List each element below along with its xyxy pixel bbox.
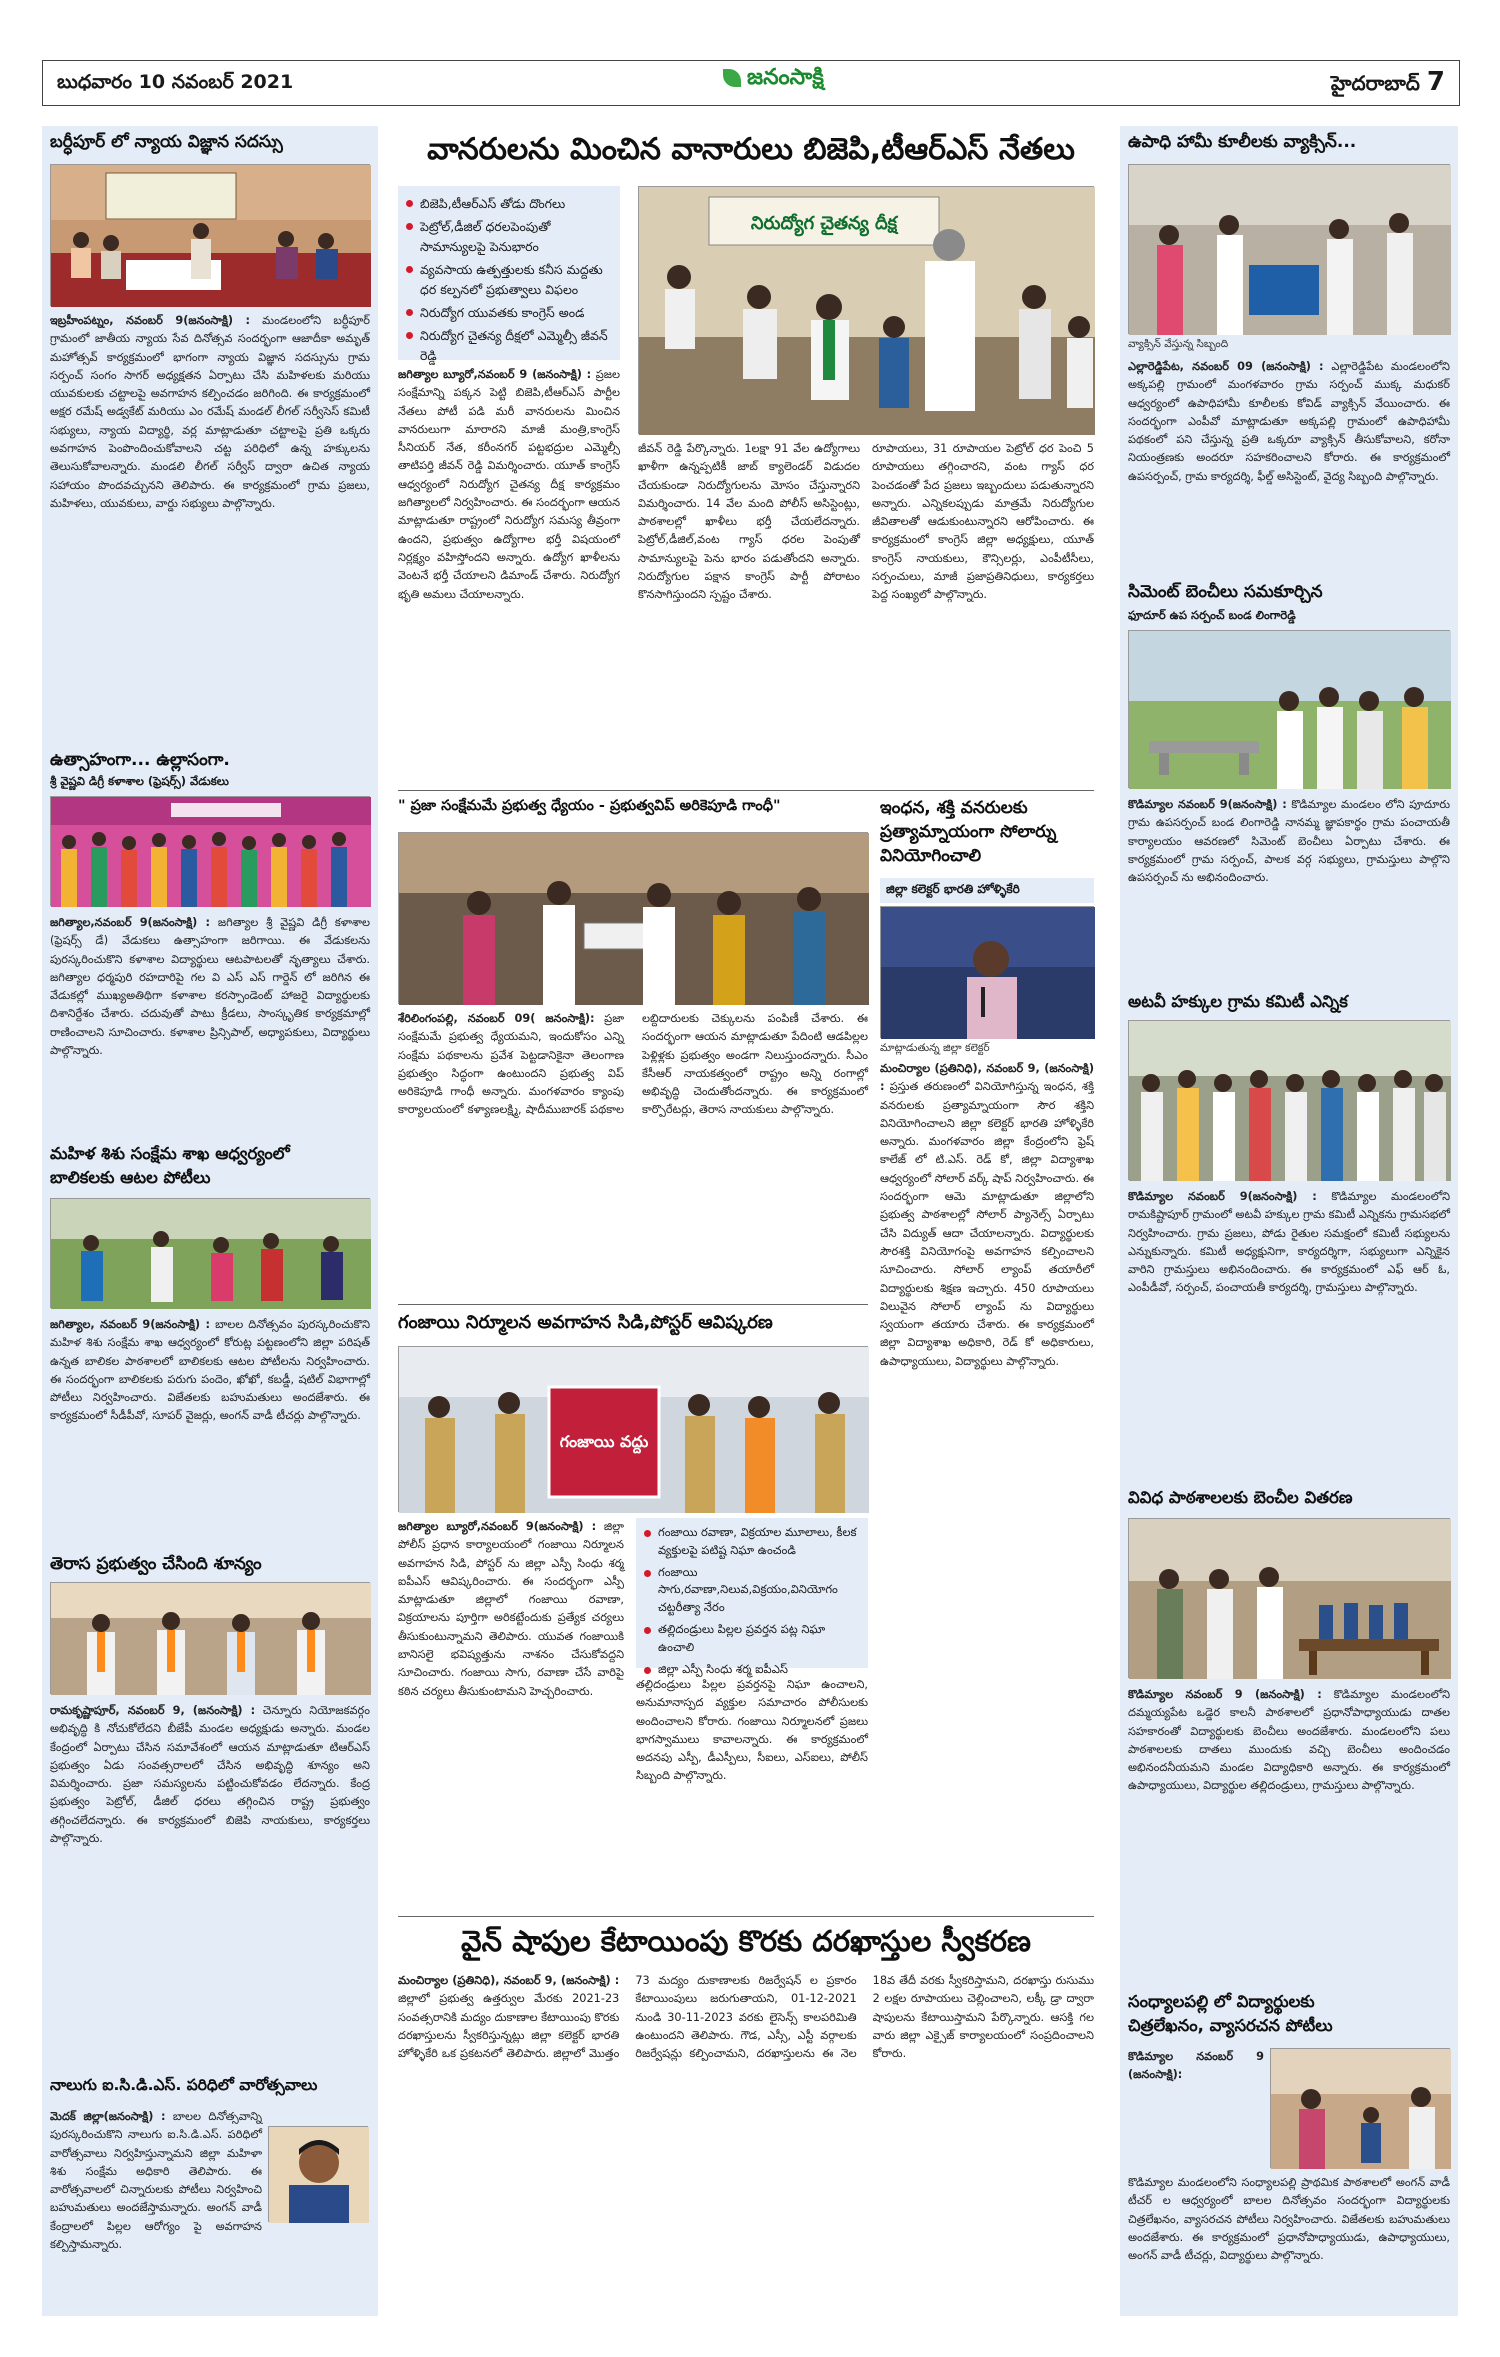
body-text: జీవన్ రెడ్డి పేర్కొన్నారు. 1లక్షా 91 వేల ఉద్యోగాలు ఖాళీగా ఉన్నప్పటికీ జాబ్ క్యాలెండర్ విడుదల చేయకుండా నిరుద్యోగులను మోసం చేస్తున్నారని విమర్శించారు. 14 వేల మంది పోలీస్ అసిస్టెంట్లు, పాఠశాలల్లో ఖాళీలు భర్తీ చేయలేదన్నారు. పెట్రోల్,డీజిల్,వంట గ్యాస్ ధరల పెంపుతో సామాన్యులపై పెను భారం పడుతోందని అన్నారు. నిరుద్యోగుల పక్షాన కాంగ్రెస్ పార్టీ పోరాటం కొనసాగిస్తుందని స్పష్టం చేశారు.: [638, 442, 860, 602]
bullet-item: పెట్రోల్,డీజిల్ ధరలపెంపుతో సామాన్యులపై పెనుభారం: [404, 217, 614, 256]
benches-photo: [1128, 630, 1450, 788]
bullet-item: జిల్లా ఎస్పీ సింధు శర్మ ఐపీఎస్: [642, 1661, 862, 1679]
article-subtitle: ఫూదూర్ ఉప సర్పంచ్ బండ లింగారెడ్డి: [1128, 608, 1296, 622]
official-portrait: [268, 2126, 368, 2222]
article-subtitle: శ్రీ వైష్ణవి డిగ్రీ కళాశాల (ఫ్రెషర్స్) వేడుకలు: [50, 774, 229, 788]
police-poster-photo: [398, 1346, 868, 1512]
committee-photo: [1128, 1020, 1450, 1180]
bullet-item: బిజెపి,టీఆర్ఎస్ తోడు దొంగలు: [404, 194, 614, 213]
article-title: తెరాస ప్రభుత్వం చేసింది శూన్యం: [50, 1554, 262, 1574]
article-body: [1128, 2174, 1450, 2310]
divider: [398, 1916, 1094, 1917]
body-text: కొడిమ్యాల మండలంలోని రామకిష్టాపూర్ గ్రామంలో అటవీ హక్కుల గ్రామ కమిటీ ఎన్నికను గ్రామసభలో నిర్వహించారు. గ్రామ ప్రజలు, పోడు రైతుల సమక్షంలో కమిటీ సభ్యులను ఎన్నుకున్నారు. కమిటీ అధ్యక్షునిగా, కార్యదర్శిగా, సభ్యులుగా ఎన్నికైన వారిని గ్రామస్తులు అభినందించారు. ఈ కార్యక్రమంలో ఎఫ్ ఆర్ ఓ, ఎంపీడీవో, సర్పంచ్, పంచాయతీ కార్యదర్శి, గ్రామస్తులు పాల్గొన్నారు.: [1128, 1190, 1451, 1295]
dateline: ఎల్లారెడ్డిపేట, నవంబర్ 09 (జనంసాక్షి) :: [1128, 360, 1324, 373]
school-benches-photo: [1128, 1518, 1450, 1678]
page-number: 7: [1426, 67, 1445, 97]
ganja-bullets-box: [636, 1518, 868, 1676]
article-body: [50, 312, 370, 740]
photo-caption: వ్యాక్సిన్ వేస్తున్న సిబ్బంది: [1128, 338, 1229, 350]
article-title: " ప్రజా సంక్షేమమే ప్రభుత్వ ధ్యేయం - ప్రభుత్వవిప్ అరికెపూడి గాంధీ": [398, 798, 781, 814]
article-body: [1128, 1686, 1450, 1982]
body-text: మండలంలోని బర్ధీపూర్ గ్రామంలో జాతీయ న్యాయ సేవ దినోత్సవ సందర్భంగా ఆజాదీకా అమృత్ మహోత్సవ్ కార్యక్రమంలో భాగంగా న్యాయ విజ్ఞాన సదస్సును గ్రామ సర్పంచ్ సంగం సాగర్ అధ్యక్షతన ఏర్పాటు చేసి మహిళలకు మరియు యువకులకు చట్టాలపై అవగాహన కల్పించడం జరిగింది. ఈ కార్యక్రమంలో అక్షర రమేష్ అడ్వకేట్ మరియు ఎం రమేష్ మండల్ లీగల్ సర్వీసెస్ కమిటీ సభ్యులు, న్యాయ విద్యార్థి, వర్ల మాట్లాడుతూ చట్టాలపై ప్రతి ఒక్కరు అవగాహన పెంపొందించుకోవాలని చట్ట పరిధిలో ఉన్న హక్కులను తెలుసుకోవాలన్నారు. మండలి లీగల్ సర్వీస్ ద్వారా ఉచిత న్యాయ సహాయం పొందవచ్చునని తెలిపారు. ఈ కార్యక్రమంలో గ్రామ ప్రజలు, మహిళలు, యువకులు, వార్డు సభ్యులు పాల్గొన్నారు.: [50, 314, 370, 510]
article-body: [1128, 358, 1450, 574]
body-text: జిల్లాలో ప్రభుత్వ ఉత్తర్వుల మేరకు 2021-23 సంవత్సరానికి మద్యం దుకాణాల కేటాయింపు కొరకు దరఖాస్తులను స్వీకరిస్తున్నట్లు జిల్లా కలెక్టర్ భారతి హోళ్ళికేరి ఒక ప్రకటనలో తెలిపారు. జిల్లాలో మొత్తం 73 మద్యం దుకాణాలకు రిజర్వేషన్ ల ప్రకారం కేటాయింపులు జరుగుతాయని, 01-12-2021 నుండి 30-11-2023 వరకు లైసెన్స్ కాలపరిమితి ఉంటుందని తెలిపారు. గౌడ, ఎస్సీ, ఎస్టీ వర్గాలకు రిజర్వేషన్లు కల్పించామని, దరఖాస్తులను ఈ నెల 18వ తేదీ వరకు స్వీకరిస్తామని, దరఖాస్తు రుసుము 2 లక్షల రూపాయలు చెల్లించాలని, లక్కీ డ్రా ద్వారా షాపులను కేటాయిస్తామని పేర్కొన్నారు. ఆసక్తి గల వారు జిల్లా ఎక్సైజ్ కార్యాలయంలో సంప్రదించాలని కోరారు.: [398, 1974, 1094, 2061]
dateline: కొడిమ్యాల నవంబర్ 9(జనంసాక్షి) :: [1128, 798, 1287, 811]
right-column: [1120, 126, 1458, 2316]
article-title-line3: వినియోగించాలి: [880, 846, 982, 866]
cheque-distribution-photo: [398, 832, 868, 1004]
body-text: బాలల దినోత్సవం పురస్కరించుకొని మహిళ శిశు సంక్షేమ శాఖ ఆధ్వర్యంలో కోరుట్ల పట్టణంలోని జిల్లా పరిషత్ ఉన్నత బాలికల పాఠశాలలో బాలికలకు ఆటల పోటీలను నిర్వహించారు. ఈ సందర్భంగా బాలికలకు పరుగు పందెం, ఖోఖో, కబడ్డీ, షటిల్ విభాగాల్లో పోటీలు నిర్వహించారు. విజేతలకు బహుమతులు అందజేశారు. ఈ కార్యక్రమంలో సీడీపీవో, సూపర్ వైజర్లు, అంగన్ వాడీ టీచర్లు పాల్గొన్నారు.: [50, 1318, 371, 1423]
article-body: [50, 914, 370, 1136]
article-body: [398, 1518, 624, 1906]
article-title: మహిళ శిశు సంక్షేమ శాఖ ఆధ్వర్యంలో: [50, 1144, 290, 1163]
body-text: తల్లిదండ్రులు పిల్లల ప్రవర్తనపై నిఘా ఉంచాలని, అనుమానాస్పద వ్యక్తుల సమాచారం పోలీసులకు అందించాలని కోరారు. గంజాయి నిర్మూలనలో ప్రజలు భాగస్వాములు కావాలన్నారు. ఈ కార్యక్రమంలో అదనపు ఎస్పీ, డీఎస్పీలు, సీఐలు, ఎస్ఐలు, పోలీస్ సిబ్బంది పాల్గొన్నారు.: [636, 1678, 868, 1783]
body-text: జగిత్యాల శ్రీ వైష్ణవి డిగ్రీ కళాశాల (ఫ్రెషర్స్ డే) వేడుకలు ఉత్సాహంగా జరిగాయి. ఈ వేడుకలను పురస్కరించుకొని కళాశాల విద్యార్థులు ఆటపాటలతో నృత్యాలు చేశారు. జగిత్యాల ధర్మపురి రహదారిపై గల వి ఎస్ ఎస్ గార్డెన్ లో జరిగిన ఈ వేడుకల్లో ముఖ్యఅతిథిగా కళాశాల కరస్పాండెంట్ హాజరై విద్యార్థులకు దిశానిర్దేశం చేశారు. చదువుతో పాటు క్రీడలు, సాంస్కృతిక కార్యక్రమాల్లో రాణించాలని సూచించారు. కళాశాల ప్రిన్సిపాల్, అధ్యాపకులు, విద్యార్థులు పాల్గొన్నారు.: [50, 916, 371, 1058]
poster-text: గంజాయి వద్దు: [559, 1432, 649, 1451]
article-title-line2: బాలికలకు ఆటల పోటీలు: [50, 1168, 211, 1187]
left-column: [42, 126, 378, 2316]
issue-date: బుధవారం 10 నవంబర్ 2021: [57, 71, 294, 93]
dateline: రామకృష్ణాపూర్, నవంబర్ 9, (జనంసాక్షి) :: [50, 1704, 256, 1717]
article-title: సంధ్యాలపల్లి లో విద్యార్థులకు: [1128, 1992, 1315, 2011]
divider: [398, 790, 1094, 791]
games-photo: [50, 1198, 370, 1308]
vaccination-photo: [1128, 164, 1450, 334]
drawing-competition-photo: [1270, 2048, 1450, 2168]
dateline: మెదక్ జిల్లా(జనంసాక్షి) :: [50, 2110, 166, 2123]
article-title: ఉపాధి హామీ కూలీలకు వ్యాక్సిన్...: [1128, 132, 1357, 152]
masthead-logo: [723, 65, 824, 95]
main-headline: వానరులను మించిన వానారులు బిజెపి,టీఆర్ఎస్ నేతలు: [427, 132, 1075, 167]
main-story-bullets-box: [398, 186, 620, 363]
body-text: కొడిమ్యాల మండలంలోని దమ్మయ్యపేట ఒడ్డెర కాలనీ పాఠశాలలో ప్రధానోపాధ్యాయుడు దాతల సహకారంతో విద్యార్థులకు బెంచీలు అందజేశారు. మండలంలోని పలు పాఠశాలలకు దాతలు ముందుకు వచ్చి బెంచీలు అందించడం అభినందనీయమని మండల విద్యాధికారి అన్నారు. ఈ కార్యక్రమంలో ఉపాధ్యాయులు, విద్యార్థుల తల్లిదండ్రులు, గ్రామస్తులు పాల్గొన్నారు.: [1128, 1688, 1451, 1793]
article-title: నాలుగు ఐ.సి.డి.ఎస్. పరిధిలో వారోత్సవాలు: [50, 2076, 318, 2094]
body-text: బాలల దినోత్సవాన్ని పురస్కరించుకొని నాలుగు ఐ.సి.డి.ఎస్. పరిధిలో వారోత్సవాలు నిర్వహిస్తున్నామని జిల్లా మహిళా శిశు సంక్షేమ అధికారి తెలిపారు. ఈ వారోత్సవాలలో చిన్నారులకు పోటీలు నిర్వహించి బహుమతులు అందజేస్తామన్నారు. అంగన్ వాడీ కేంద్రాలలో పిల్లల ఆరోగ్యం పై అవగాహన కల్పిస్తామన్నారు.: [50, 2110, 262, 2252]
bullet-item: నిరుద్యోగ చైతన్య దీక్షలో ఎమ్మెల్సీ జీవన్ రెడ్డి: [404, 326, 614, 365]
diksha-photo: [638, 186, 1094, 434]
main-bullet-list: [404, 194, 614, 365]
body-text: కొడిమ్యాల మండలంలోని సంధ్యాలపల్లి ప్రాథమిక పాఠశాలలో అంగన్ వాడీ టీచర్ ల ఆధ్వర్యంలో బాలల దినోత్సవం సందర్భంగా విద్యార్థులకు చిత్రలేఖనం, వ్యాసరచన పోటీలు నిర్వహించారు. విజేతలకు బహుమతులు అందజేశారు. ఈ కార్యక్రమంలో ప్రధానోపాధ్యాయుడు, ఉపాధ్యాయులు, అంగన్ వాడీ టీచర్లు, విద్యార్థులు పాల్గొన్నారు.: [1128, 2176, 1450, 2263]
logo-text: జనంసాక్షి: [747, 65, 824, 90]
main-story-col1: [398, 366, 620, 782]
body-text: ప్రజల సంక్షేమాన్ని పక్కన పెట్టి బిజెపి,టీఆర్ఎస్ పార్టీల నేతలు పోటీ పడి మరీ వానరులను మించిన వానరులుగా మారారని మాజీ మంత్రి,కాంగ్రెస్ సీనియర్ నేత, కరీంనగర్ పట్టభద్రుల ఎమ్మెల్సీ తాటిపర్తి జీవన్ రెడ్డి విమర్శించారు. యూత్ కాంగ్రెస్ ఆధ్వర్యంలో నిరుద్యోగ చైతన్య దీక్ష కార్యక్రమం జగిత్యాలలో నిర్వహించారు. ఈ సందర్భంగా ఆయన మాట్లాడుతూ రాష్ట్రంలో నిరుద్యోగ సమస్య తీవ్రంగా ఉందని, ప్రభుత్వం ఉద్యోగాల భర్తీ విషయంలో నిర్లక్ష్యం వహిస్తోందని అన్నారు. ఉద్యోగ ఖాళీలను వెంటనే భర్తీ చేయాలని డిమాండ్ చేశారు. నిరుద్యోగ భృతి అమలు చేయాలన్నారు.: [398, 368, 620, 601]
bjp-meeting-photo: [50, 1582, 370, 1694]
article-body: [398, 1972, 1094, 2312]
body-text: ఎల్లారెడ్డిపేట మండలంలోని అక్కపల్లి గ్రామంలో మంగళవారం గ్రామ సర్పంచ్ ముక్క మధుకర్ ఆధ్వర్యంలో ఉపాధిహామీ కూలీలకు కోవిడ్ వ్యాక్సిన్ వేయించారు. ఈ సందర్భంగా ఎంపీవో మాట్లాడుతూ అక్కపల్లి గ్రామంలో ఉపాధిహామీ పథకంలో పని చేస్తున్న ప్రతి ఒక్కరూ వ్యాక్సిన్ తీసుకోవాలని, కరోనా నియంత్రణకు అందరూ సహకరించాలని కోరారు. ఈ కార్యక్రమంలో ఉపసర్పంచ్, గ్రామ కార్యదర్శి, ఫీల్డ్ అసిస్టెంట్, వైద్య సిబ్బంది పాల్గొన్నారు.: [1128, 360, 1450, 483]
article-body: [398, 1010, 868, 1298]
article-title: బర్ధీపూర్ లో న్యాయ విజ్ఞాన సదస్సు: [50, 132, 283, 152]
body-text: చెన్నూరు నియోజకవర్గం అభివృద్ధి కి నోచుకోలేదని బీజేపీ మండల అధ్యక్షుడు అన్నారు. మండల కేంద్రంలో ఏర్పాటు చేసిన సమావేశంలో ఆయన మాట్లాడుతూ టిఆర్ఎస్ ప్రభుత్వం ఏడు సంవత్సరాలలో చేసిన అభివృద్ధి శూన్యం అని విమర్శించారు. ప్రజా సమస్యలను పట్టించుకోవడం లేదన్నారు. కేంద్ర ప్రభుత్వం పెట్రోల్, డీజిల్ ధరలు తగ్గించిన రాష్ట్ర ప్రభుత్వం తగ్గించలేదన్నారు. ఈ కార్యక్రమంలో బిజెపి నాయకులు, కార్యకర్తలు పాల్గొన్నారు.: [50, 1704, 370, 1846]
bullet-item: గంజాయి సాగు,రవాణా,నిలువ,విక్రయం,వినియోగం చట్టరీత్యా నేరం: [642, 1564, 862, 1617]
article-title: సిమెంట్ బెంచీలు సమకూర్చిన: [1128, 582, 1323, 602]
bullet-item: వ్యవసాయ ఉత్పత్తులకు కనీస మద్దతు ధర కల్పనలో ప్రభుత్వాలు విఫలం: [404, 260, 614, 299]
dateline: జగిత్యాల,నవంబర్ 9(జనంసాక్షి) :: [50, 916, 211, 929]
banner-text: నిరుద్యోగ చైతన్య దీక్ష: [750, 213, 898, 234]
divider: [398, 1304, 868, 1305]
page-header: [42, 60, 1460, 106]
seminar-photo: [50, 164, 370, 306]
body-text: ప్రస్తుత తరుణంలో వినియోగిస్తున్న ఇంధన, శక్తి వనరులకు ప్రత్యామ్నాయంగా సౌర శక్తిని వినియోగించాలని జిల్లా కలెక్టర్ భారతి హోళ్ళికేరి అన్నారు. మంగళవారం జిల్లా కేంద్రంలోని ఫ్రెష్ కాలేజ్ లో టి.ఎస్. రెడ్ కో, జిల్లా విద్యాశాఖ ఆధ్వర్యంలో సోలార్ వర్క్ షాప్ నిర్వహించారు. ఈ సందర్భంగా ఆమె మాట్లాడుతూ జిల్లాలోని ప్రభుత్వ పాఠశాలల్లో సోలార్ ప్యానెల్స్ ఏర్పాటు చేసి విద్యుత్ ఆదా చేయాలన్నారు. విద్యార్థులకు సౌరశక్తి వినియోగంపై అవగాహన కల్పించాలని సూచించారు. సోలార్ ల్యాంప్ తయారీలో విద్యార్థులకు శిక్షణ ఇచ్చారు. 450 రూపాయలు విలువైన సోలార్ ల్యాంప్ ను విద్యార్థులు స్వయంగా తయారు చేశారు. ఈ కార్యక్రమంలో జిల్లా విద్యాశాఖ అధికారి, రెడ్ కో అధికారులు, ఉపాధ్యాయులు, విద్యార్థులు పాల్గొన్నారు.: [880, 1080, 1094, 1368]
article-body: [50, 1316, 370, 1546]
body-text: ప్రజా సంక్షేమమే ప్రభుత్వ ధ్యేయమని, ఇందుకోసం ఎన్ని సంక్షేమ పథకాలను ప్రవేశ పెట్టడానికైనా తెలంగాణ ప్రభుత్వం సిద్ధంగా ఉంటుందని ప్రభుత్వ విప్ అరికెపూడి గాంధీ అన్నారు. మంగళవారం క్యాంపు కార్యాలయంలో కళ్యాణలక్ష్మి, షాదీముబారక్ పథకాల లబ్దిదారులకు చెక్కులను పంపిణీ చేశారు. ఈ సందర్భంగా ఆయన మాట్లాడుతూ పేదింటి ఆడపిల్లల పెళ్లిళ్లకు ప్రభుత్వం అండగా నిలుస్తుందన్నారు. సీఎం కేసీఆర్ నాయకత్వంలో రాష్ట్రం అన్ని రంగాల్లో అభివృద్ధి చెందుతోందన్నారు. ఈ కార్యక్రమంలో కార్పొరేటర్లు, తెరాస నాయకులు పాల్గొన్నారు.: [398, 1012, 868, 1117]
ganja-bullet-list: [642, 1524, 862, 1679]
dateline: కొడిమ్యాల నవంబర్ 9 (జనంసాక్షి):: [1128, 2050, 1264, 2082]
college-event-photo: [50, 796, 370, 906]
body-text: కొడిమ్యాల మండలం లోని పూదూరు గ్రామ ఉపసర్పంచ్ బండ లింగారెడ్డి నానమ్మ జ్ఞాపకార్థం గ్రామ పంచాయతీ కార్యాలయం ఆవరణలో సిమెంట్ బెంచీలు ఏర్పాటు చేశారు. ఈ కార్యక్రమంలో గ్రామ సర్పంచ్, పాలక వర్గ సభ్యులు, గ్రామస్తులు పాల్గొని ఉపసర్పంచ్ ను అభినందించారు.: [1128, 798, 1451, 885]
body-text: జిల్లా పోలీస్ ప్రధాన కార్యాలయంలో గంజాయి నిర్మూలన అవగాహన సిడి, పోస్టర్ ను జిల్లా ఎస్పీ సింధు శర్మ ఐపీఎస్ ఆవిష్కరించారు. ఈ సందర్భంగా ఎస్పీ మాట్లాడుతూ జిల్లాలో గంజాయి రవాణా, విక్రయాలను పూర్తిగా అరికట్టేందుకు ప్రత్యేక చర్యలు తీసుకుంటున్నామని తెలిపారు. యువత గంజాయికి బానిసలై భవిష్యత్తును నాశనం చేసుకోవద్దని సూచించారు. గంజాయి సాగు, రవాణా చేసే వారిపై కఠిన చర్యలు తీసుకుంటామని హెచ్చరించారు.: [398, 1520, 624, 1698]
body-text: రూపాయలు, 31 రూపాయల పెట్రోల్ ధర పెంచి 5 రూపాయలు తగ్గించారని, వంట గ్యాస్ ధర పెంచడంతో పేద ప్రజలు ఇబ్బందులు పడుతున్నారని అన్నారు. ఎన్నికలప్పుడు మాత్రమే నిరుద్యోగుల జీవితాలతో ఆడుకుంటున్నారని ఆరోపించారు. ఈ కార్యక్రమంలో కాంగ్రెస్ జిల్లా అధ్యక్షులు, యూత్ కాంగ్రెస్ నాయకులు, కౌన్సిలర్లు, ఎంపీటీసీలు, సర్పంచులు, మాజీ ప్రజాప్రతినిధులు, కార్యకర్తలు పెద్ద సంఖ్యలో పాల్గొన్నారు.: [872, 442, 1094, 602]
article-title-line2: చిత్రలేఖనం, వ్యాసరచన పోటీలు: [1128, 2016, 1333, 2035]
article-title: అటవీ హక్కుల గ్రామ కమిటీ ఎన్నిక: [1128, 992, 1348, 1011]
dateline: కొడిమ్యాల నవంబర్ 9 (జనంసాక్షి) :: [1128, 1688, 1322, 1701]
article-title-line2: ప్రత్యామ్నాయంగా సోలార్ను: [880, 822, 1057, 842]
city-name: హైదరాబాద్: [1330, 71, 1420, 95]
dateline: కొడిమ్యాల నవంబర్ 9(జనంసాక్షి) :: [1128, 1190, 1317, 1203]
dateline: శేరిలింగంపల్లి, నవంబర్ 09( జనంసాక్షి):: [398, 1012, 595, 1025]
dateline: జగిత్యాల బ్యూరో,నవంబర్ 9 (జనంసాక్షి) :: [398, 368, 592, 381]
article-body: [50, 2108, 262, 2308]
article-body-cont: [636, 1676, 868, 1906]
article-title: ఇంధన, శక్తి వనరులకు: [880, 798, 1028, 818]
dateline: జగిత్యాల, నవంబర్ 9(జనంసాక్షి) :: [50, 1318, 210, 1331]
main-story-col3: [872, 440, 1094, 782]
bullet-item: గంజాయి రవాణా, విక్రయాల మూలాలు, కీలక వ్యక్తులపై పటిష్ట నిఘా ఉంచండి: [642, 1524, 862, 1560]
dateline: మంచిర్యాల (ప్రతినిధి), నవంబర్ 9, (జనంసాక్షి) :: [880, 1062, 1094, 1094]
article-title: ఉత్సాహంగా... ఉల్లాసంగా.: [50, 750, 230, 770]
article-body: [1128, 796, 1450, 982]
article-body: [50, 1702, 370, 2066]
collector-photo: [880, 906, 1094, 1038]
article-body-lead: [1128, 2048, 1264, 2168]
dateline: జగిత్యాల బ్యూరో,నవంబర్ 9(జనంసాక్షి) :: [398, 1520, 597, 1533]
page-location: [1331, 67, 1445, 100]
leaf-icon: [723, 69, 741, 87]
article-subtitle: జిల్లా కలెక్టర్ భారతి హోళ్ళికేరి: [880, 878, 1094, 903]
article-title: గంజాయి నిర్మూలన అవగాహన సిడి,పోస్టర్ ఆవిష్కరణ: [398, 1312, 773, 1333]
dateline: ఇబ్రహీంపట్నం, నవంబర్ 9(జనంసాక్షి) :: [50, 314, 251, 327]
dateline: మంచిర్యాల (ప్రతినిధి), నవంబర్ 9, (జనంసాక్షి) :: [398, 1974, 620, 1987]
main-story-col2: [638, 440, 860, 782]
bullet-item: నిరుద్యోగ యువతకు కాంగ్రెస్ అండ: [404, 303, 614, 322]
photo-caption: మాట్లాడుతున్న జిల్లా కలెక్టర్: [880, 1042, 990, 1054]
article-title: వివిధ పాఠశాలలకు బెంచీల వితరణ: [1128, 1488, 1353, 1507]
article-title: వైన్ షాపుల కేటాయింపు కొరకు దరఖాస్తుల స్వీకరణ: [461, 1924, 1031, 1958]
bullet-item: తల్లిదండ్రులు పిల్లల ప్రవర్తన పట్ల నిఘా ఉంచాలి: [642, 1621, 862, 1657]
article-body: [1128, 1188, 1450, 1478]
article-body: [880, 1060, 1094, 1908]
